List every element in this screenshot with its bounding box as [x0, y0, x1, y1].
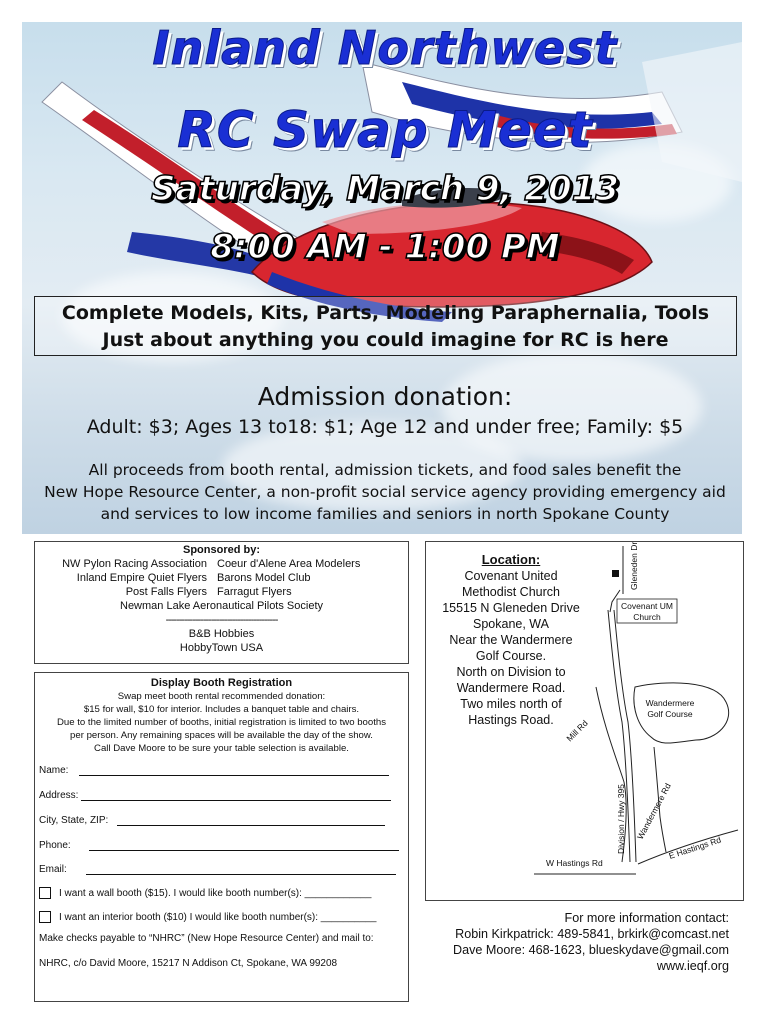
sponsors-divider: ------------------------------------------ — [165, 614, 278, 626]
wall-booth-label: I want a wall booth ($15). I would like booth number(s): ____________ — [59, 887, 372, 899]
booth-registration-form — [34, 672, 409, 1002]
proceeds-line2: New Hope Resource Center, a non-profit social service agency providing emergency aid — [44, 483, 726, 501]
event-time: 8:00 AM - 1:00 PM — [210, 227, 560, 267]
location-line: Wandermere Road. — [456, 681, 566, 695]
location-line: 15515 N Gleneden Drive — [442, 601, 580, 615]
sponsors-panel — [34, 541, 409, 664]
wall-booth-checkbox[interactable] — [39, 887, 51, 899]
sponsor-name: Farragut Flyers — [217, 586, 292, 598]
mailing-address: NHRC, c/o David Moore, 15217 N Addison Ct, Spokane, WA 99208 — [39, 958, 338, 969]
map-label-w-hastings: W Hastings Rd — [546, 858, 603, 868]
location-line: Two miles north of — [460, 697, 562, 711]
map-label-church-1: Covenant UM — [621, 601, 673, 611]
proceeds-line3: and services to low income families and seniors in north Spokane County — [100, 505, 670, 523]
contact-heading: For more information contact: — [564, 911, 729, 925]
sponsor-name: Post Falls Flyers — [125, 586, 207, 598]
location-line: North on Division to — [456, 665, 566, 679]
event-title-line2: RC Swap Meet — [177, 101, 593, 159]
registration-line: Swap meet booth rental recommended donation: — [117, 691, 326, 702]
contact-info — [420, 910, 729, 974]
email-field[interactable] — [39, 864, 396, 875]
phone-label: Phone: — [39, 840, 71, 851]
registration-title: Display Booth Registration — [150, 677, 293, 689]
map-label-golf-1: Wandermere — [645, 698, 695, 708]
sponsor-name: Coeur d'Alene Area Modelers — [217, 558, 361, 570]
event-title-line1: Inland Northwest — [152, 21, 618, 75]
tagline-line2: Just about anything you could imagine for RC is here — [102, 329, 669, 351]
location-line: Near the Wandermere — [449, 633, 573, 647]
map-label-mill-rd: Mill Rd — [564, 717, 590, 744]
map-label-golf-2: Golf Course — [647, 709, 693, 719]
location-line: Methodist Church — [462, 585, 560, 599]
registration-instructions — [35, 690, 408, 755]
contact-dave: Dave Moore: 468-1623, blueskydave@gmail.com — [453, 943, 729, 957]
location-title: Location: — [481, 552, 541, 567]
admission-title: Admission donation: — [257, 382, 513, 411]
phone-line[interactable] — [89, 850, 399, 851]
interior-booth-option[interactable] — [39, 911, 376, 923]
contact-robin: Robin Kirkpatrick: 489-5841, brkirk@comcast.net — [455, 927, 729, 941]
map-label-gleneden: Gleneden Dr — [629, 542, 639, 590]
sponsor-name: Barons Model Club — [217, 572, 311, 584]
location-line: Hastings Road. — [468, 713, 554, 727]
church-marker-icon — [612, 570, 619, 577]
sponsor-name: Newman Lake Aeronautical Pilots Society — [120, 600, 323, 612]
name-label: Name: — [39, 765, 69, 776]
location-line: Golf Course. — [475, 649, 547, 663]
directions-map — [426, 542, 743, 900]
city-state-zip-line[interactable] — [117, 825, 385, 826]
map-label-church-2: Church — [633, 612, 661, 622]
tagline-box — [34, 296, 737, 356]
registration-line: Due to the limited number of booths, initial registration is limited to two booths — [56, 717, 387, 728]
location-map-panel — [425, 541, 744, 901]
sponsor-name: Inland Empire Quiet Flyers — [76, 572, 207, 584]
phone-field[interactable] — [39, 840, 399, 851]
interior-booth-checkbox[interactable] — [39, 911, 51, 923]
address-line[interactable] — [81, 800, 391, 801]
city-state-zip-field[interactable] — [39, 815, 385, 826]
registration-line: $15 for wall, $10 for interior. Includes a banquet table and chairs. — [83, 704, 360, 715]
event-date: Saturday, March 9, 2013 — [151, 169, 619, 209]
registration-line: Call Dave Moore to be sure your table selection is available. — [94, 743, 349, 754]
city-state-zip-label: City, State, ZIP: — [39, 815, 109, 826]
address-field[interactable] — [39, 790, 391, 801]
location-line: Spokane, WA — [473, 617, 549, 631]
email-label: Email: — [39, 864, 67, 875]
proceeds-text — [40, 459, 730, 525]
sponsor-shop: B&B Hobbies — [188, 628, 255, 640]
sponsor-name: NW Pylon Racing Association — [62, 558, 207, 570]
address-label: Address: — [39, 790, 79, 801]
tagline-line1: Complete Models, Kits, Parts, Modeling Paraphernalia, Tools — [61, 302, 710, 324]
name-field[interactable] — [39, 765, 389, 776]
sponsor-shop: HobbyTown USA — [179, 642, 264, 654]
sponsors-title: Sponsored by: — [182, 544, 260, 556]
admission-prices: Adult: $3; Ages 13 to18: $1; Age 12 and under free; Family: $5 — [86, 416, 684, 438]
website-link[interactable]: www.ieqf.org — [656, 959, 729, 973]
map-label-division: Division / Hwy 395 — [616, 784, 626, 854]
wall-booth-option[interactable] — [39, 887, 371, 899]
location-line: Covenant United — [464, 569, 558, 583]
map-label-wandermere-rd: Wandermere Rd — [634, 781, 673, 841]
email-line[interactable] — [86, 874, 396, 875]
name-line[interactable] — [79, 775, 389, 776]
registration-line: per person. Any remaining spaces will be available the day of the show. — [70, 730, 373, 741]
map-label-e-hastings: E Hastings Rd — [667, 834, 723, 861]
proceeds-line1: All proceeds from booth rental, admission tickets, and food sales benefit the — [88, 461, 682, 479]
checks-payable-note: Make checks payable to “NHRC” (New Hope Resource Center) and mail to: — [39, 933, 374, 944]
interior-booth-label: I want an interior booth ($10) I would like booth number(s): __________ — [59, 911, 377, 923]
